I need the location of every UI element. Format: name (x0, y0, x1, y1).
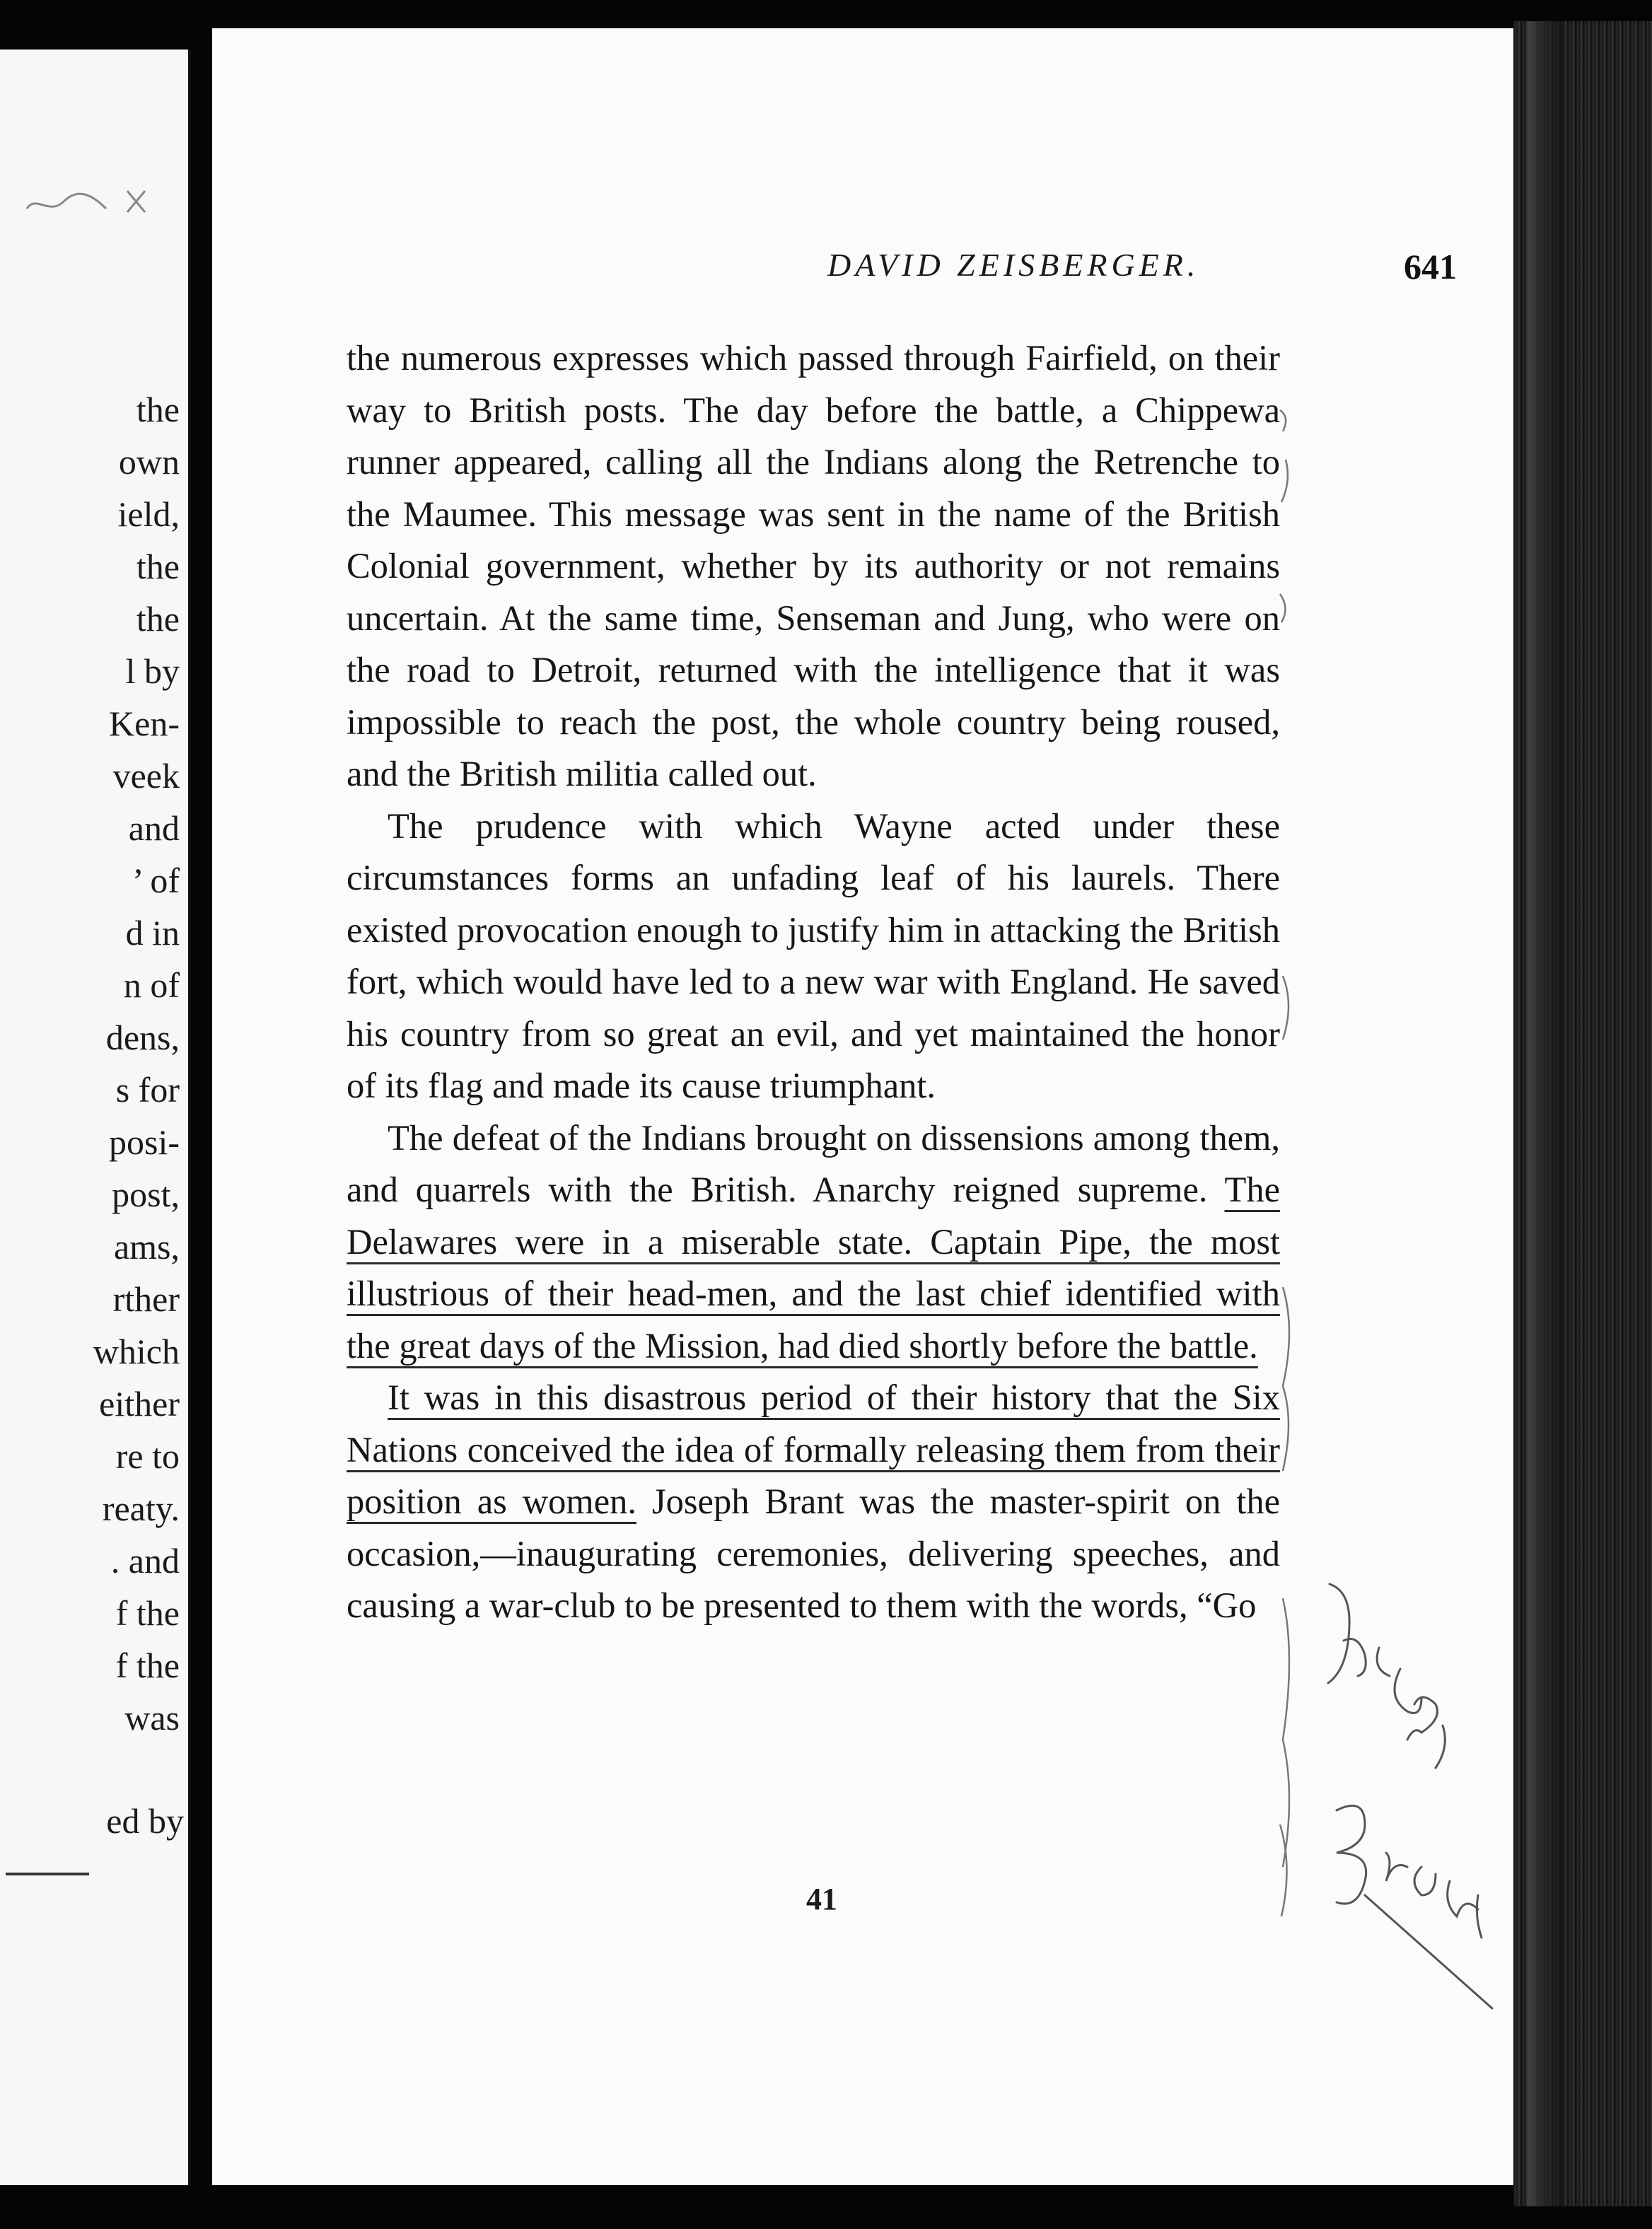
line-fragment-final: ed by (106, 1801, 184, 1841)
line-fragment: the (136, 599, 180, 639)
line-fragment: which (93, 1332, 180, 1371)
line-fragment: dens, (105, 1018, 180, 1057)
running-title: DAVID ZEISBERGER. (827, 247, 1200, 283)
paragraph-defeat (347, 1112, 1280, 1373)
line-fragment: the (136, 547, 180, 586)
line-fragment: and (128, 808, 180, 848)
line-fragment: reaty. (102, 1489, 180, 1528)
line-fragment: re to (115, 1436, 180, 1476)
paragraph-wayne: The prudence with which Wayne acted under these circumstances forms an unfading leaf of his laurels. There existed provocation enough to justify him in attacking the British fort, which would have led to a new war with England. He saved his country from so great an evil, and yet maintained the honor of its flag and made its cause triumphant. (347, 805, 1280, 1105)
underlined-passage: It was in this disastrous period of their history that the Six Nations conceived the idea of formally releasing them from their position as women. (347, 1378, 1280, 1521)
previous-page-edge (0, 50, 191, 2185)
page-number: 641 (1404, 247, 1457, 286)
body-text (347, 332, 1280, 1632)
line-fragment: post, (112, 1175, 180, 1214)
line-fragment: posi- (109, 1122, 180, 1162)
book-page (212, 28, 1513, 2185)
line-fragment: ams, (113, 1227, 180, 1267)
paragraph-text: The defeat of the Indians brought on dissensions among them, and quarrels with the British. Anarchy reigned supreme. (347, 1117, 1280, 1209)
line-fragment: l by (125, 651, 180, 691)
paragraph-six-nations (347, 1372, 1280, 1632)
underlined-passage: The Delawares were in a miserable state. Captain Pipe, the most illustrious of their head-men, and the last chief identified with the great days of the Mission, had died shortly before the battle. (347, 1170, 1280, 1366)
margin-bracket-marks (1273, 368, 1301, 1938)
previous-page-text (0, 383, 184, 1744)
pencil-mark (21, 180, 170, 223)
line-fragment: f the (115, 1593, 180, 1633)
divider-rule (6, 1873, 89, 1875)
line-fragment: own (118, 442, 180, 482)
line-fragment: either (99, 1384, 180, 1424)
line-fragment: rther (112, 1279, 180, 1319)
line-fragment: n of (123, 965, 180, 1005)
line-fragment: . and (110, 1541, 180, 1581)
line-fragment: was (124, 1698, 180, 1738)
line-fragment: ’ of (132, 861, 180, 900)
line-fragment: f the (115, 1646, 180, 1685)
line-fragment: Ken- (109, 704, 180, 743)
handwritten-annotation (1301, 1570, 1499, 2023)
line-fragment: veek (112, 756, 180, 796)
line-fragment: d in (125, 913, 180, 953)
line-fragment: ield, (117, 494, 180, 534)
signature-mark: 41 (806, 1882, 837, 1916)
line-fragment: s for (115, 1070, 180, 1110)
line-fragment: the (136, 390, 180, 429)
running-head (615, 246, 1457, 289)
paragraph-continued: the numerous expresses which passed through Fairfield, on their way to British posts. The day before the battle, a Chippewa runner appeared, calling all the Indians along the Retrenche to the Maumee. This message was sent in the name of the British Colonial government, whether by its authority or not remains uncertain. At the same time, Senseman and Jung, who were on the road to Detroit, returned with the intelligence that it was impossible to reach the post, the whole country being roused, and the British militia called out. (347, 338, 1280, 793)
paragraph-text: Joseph Brant was the master-spirit on the occasion,—inaugurating ceremonies, delivering speeches, and causing a war-club to be presented to them with the words, “Go (347, 1482, 1280, 1625)
book-edge-shadow (1528, 21, 1563, 2206)
